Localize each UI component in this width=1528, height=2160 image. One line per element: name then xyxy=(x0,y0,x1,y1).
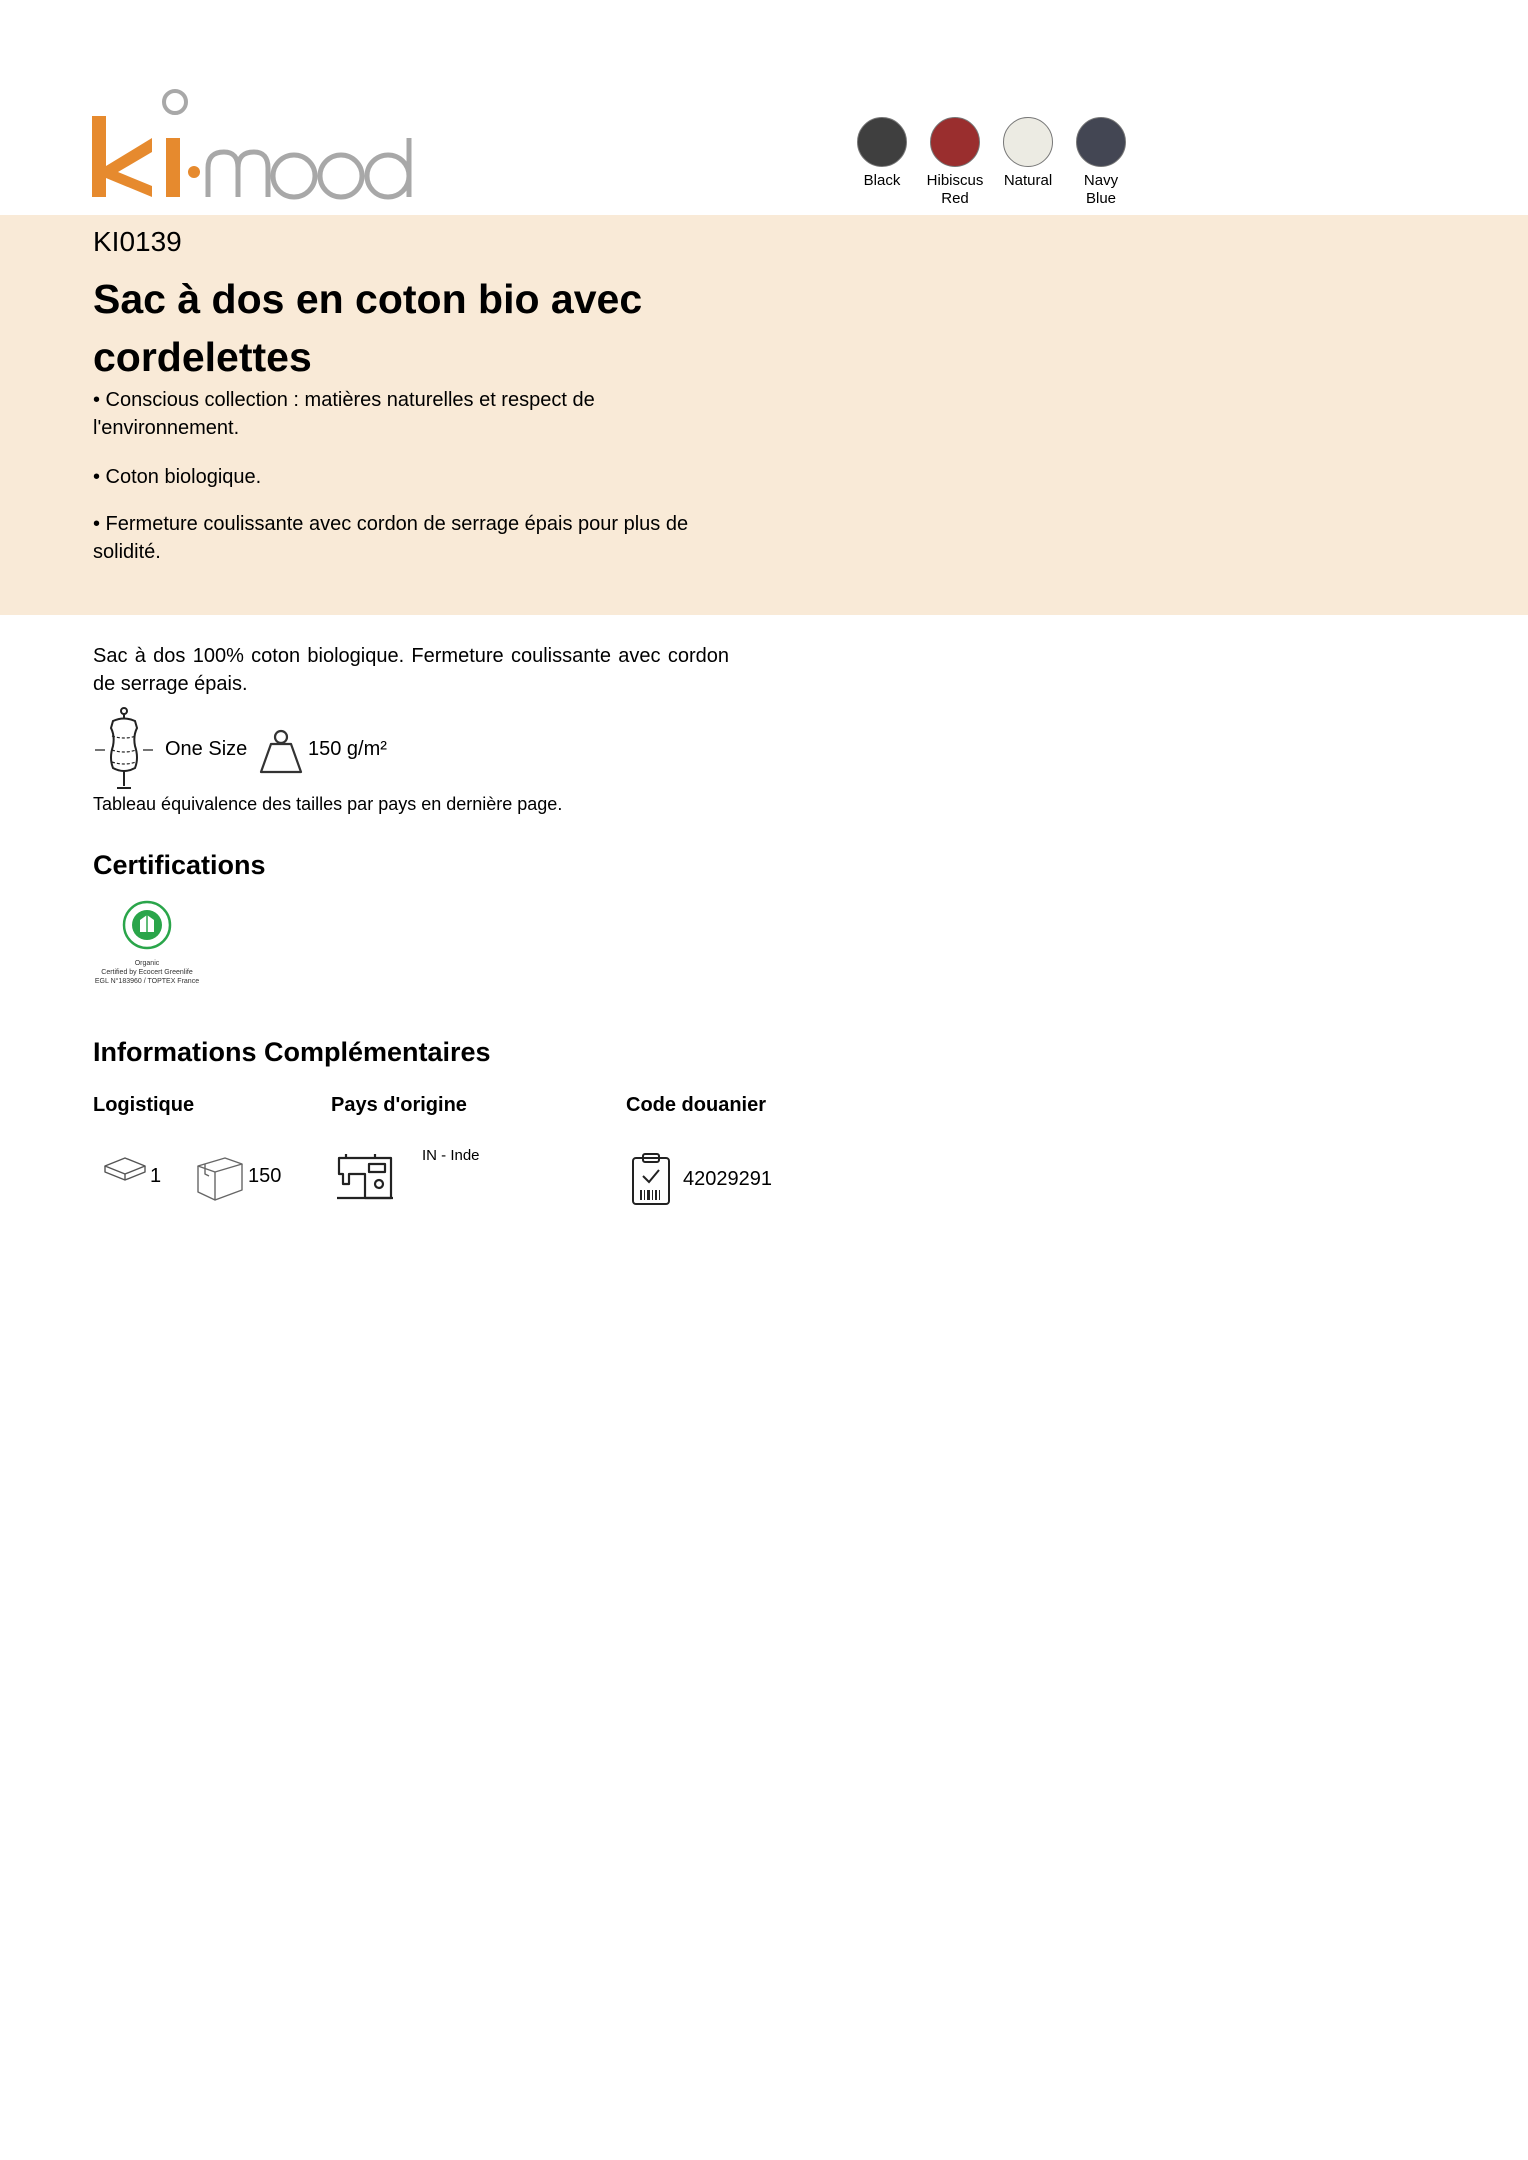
weight-icon xyxy=(258,728,304,776)
product-description: Sac à dos 100% coton biologique. Fermeture coulissante avec cordon de serrage épais. xyxy=(93,645,729,695)
customs-clipboard-icon xyxy=(630,1152,672,1206)
size-chart-note: Tableau équivalence des tailles par pays en dernière page. xyxy=(93,794,563,814)
gots-logo-icon xyxy=(92,900,202,954)
swatch-dot xyxy=(930,117,980,167)
ki-mood-logo xyxy=(90,88,420,213)
logistics-heading: Logistique xyxy=(93,1094,195,1116)
carton-box-icon xyxy=(195,1154,245,1202)
product-title: Sac à dos en coton bio avec cordelettes xyxy=(93,276,643,380)
color-swatch-hibiscus-red[interactable] xyxy=(915,117,995,208)
gots-organic-badge xyxy=(92,900,202,984)
origin-heading: Pays d'origine xyxy=(331,1094,467,1116)
badge-line: EGL N°183960 / TOPTEX France xyxy=(94,978,200,985)
product-reference: KI0139 xyxy=(93,226,182,257)
color-swatch-black[interactable] xyxy=(842,117,922,190)
customs-heading: Code douanier xyxy=(626,1094,767,1116)
weight-value: 150 g/m² xyxy=(308,738,387,760)
unit-package-icon xyxy=(103,1156,147,1184)
badge-line: Organic xyxy=(134,960,160,967)
sewing-machine-icon xyxy=(335,1150,395,1204)
additional-info-heading: Informations Complémentaires xyxy=(93,1037,491,1067)
color-swatch-natural[interactable] xyxy=(988,117,1068,190)
color-swatch-navy-blue[interactable] xyxy=(1061,117,1141,208)
badge-line: Certified by Ecocert Greenlife xyxy=(101,969,193,976)
mannequin-icon xyxy=(93,706,155,792)
swatch-dot xyxy=(1003,117,1053,167)
customs-code-value: 42029291 xyxy=(683,1168,772,1190)
feature-bullet: • Fermeture coulissante avec cordon de serrage épais pour plus de solidité. xyxy=(93,513,689,563)
feature-bullet: • Conscious collection : matières naturelles et respect de l'environnement. xyxy=(93,389,595,439)
swatch-label: Natural xyxy=(1003,172,1053,189)
swatch-label: Black xyxy=(863,172,901,189)
certifications-heading: Certifications xyxy=(93,850,266,880)
swatch-label: Hibiscus Red xyxy=(926,172,984,207)
swatch-dot xyxy=(857,117,907,167)
swatch-dot xyxy=(1076,117,1126,167)
origin-value: IN - Inde xyxy=(422,1147,480,1164)
size-value: One Size xyxy=(165,738,248,760)
feature-bullet: • Coton biologique. xyxy=(93,466,262,488)
swatch-label: Navy Blue xyxy=(1083,172,1119,207)
unit-quantity: 1 xyxy=(150,1165,162,1187)
carton-quantity: 150 xyxy=(248,1165,282,1187)
